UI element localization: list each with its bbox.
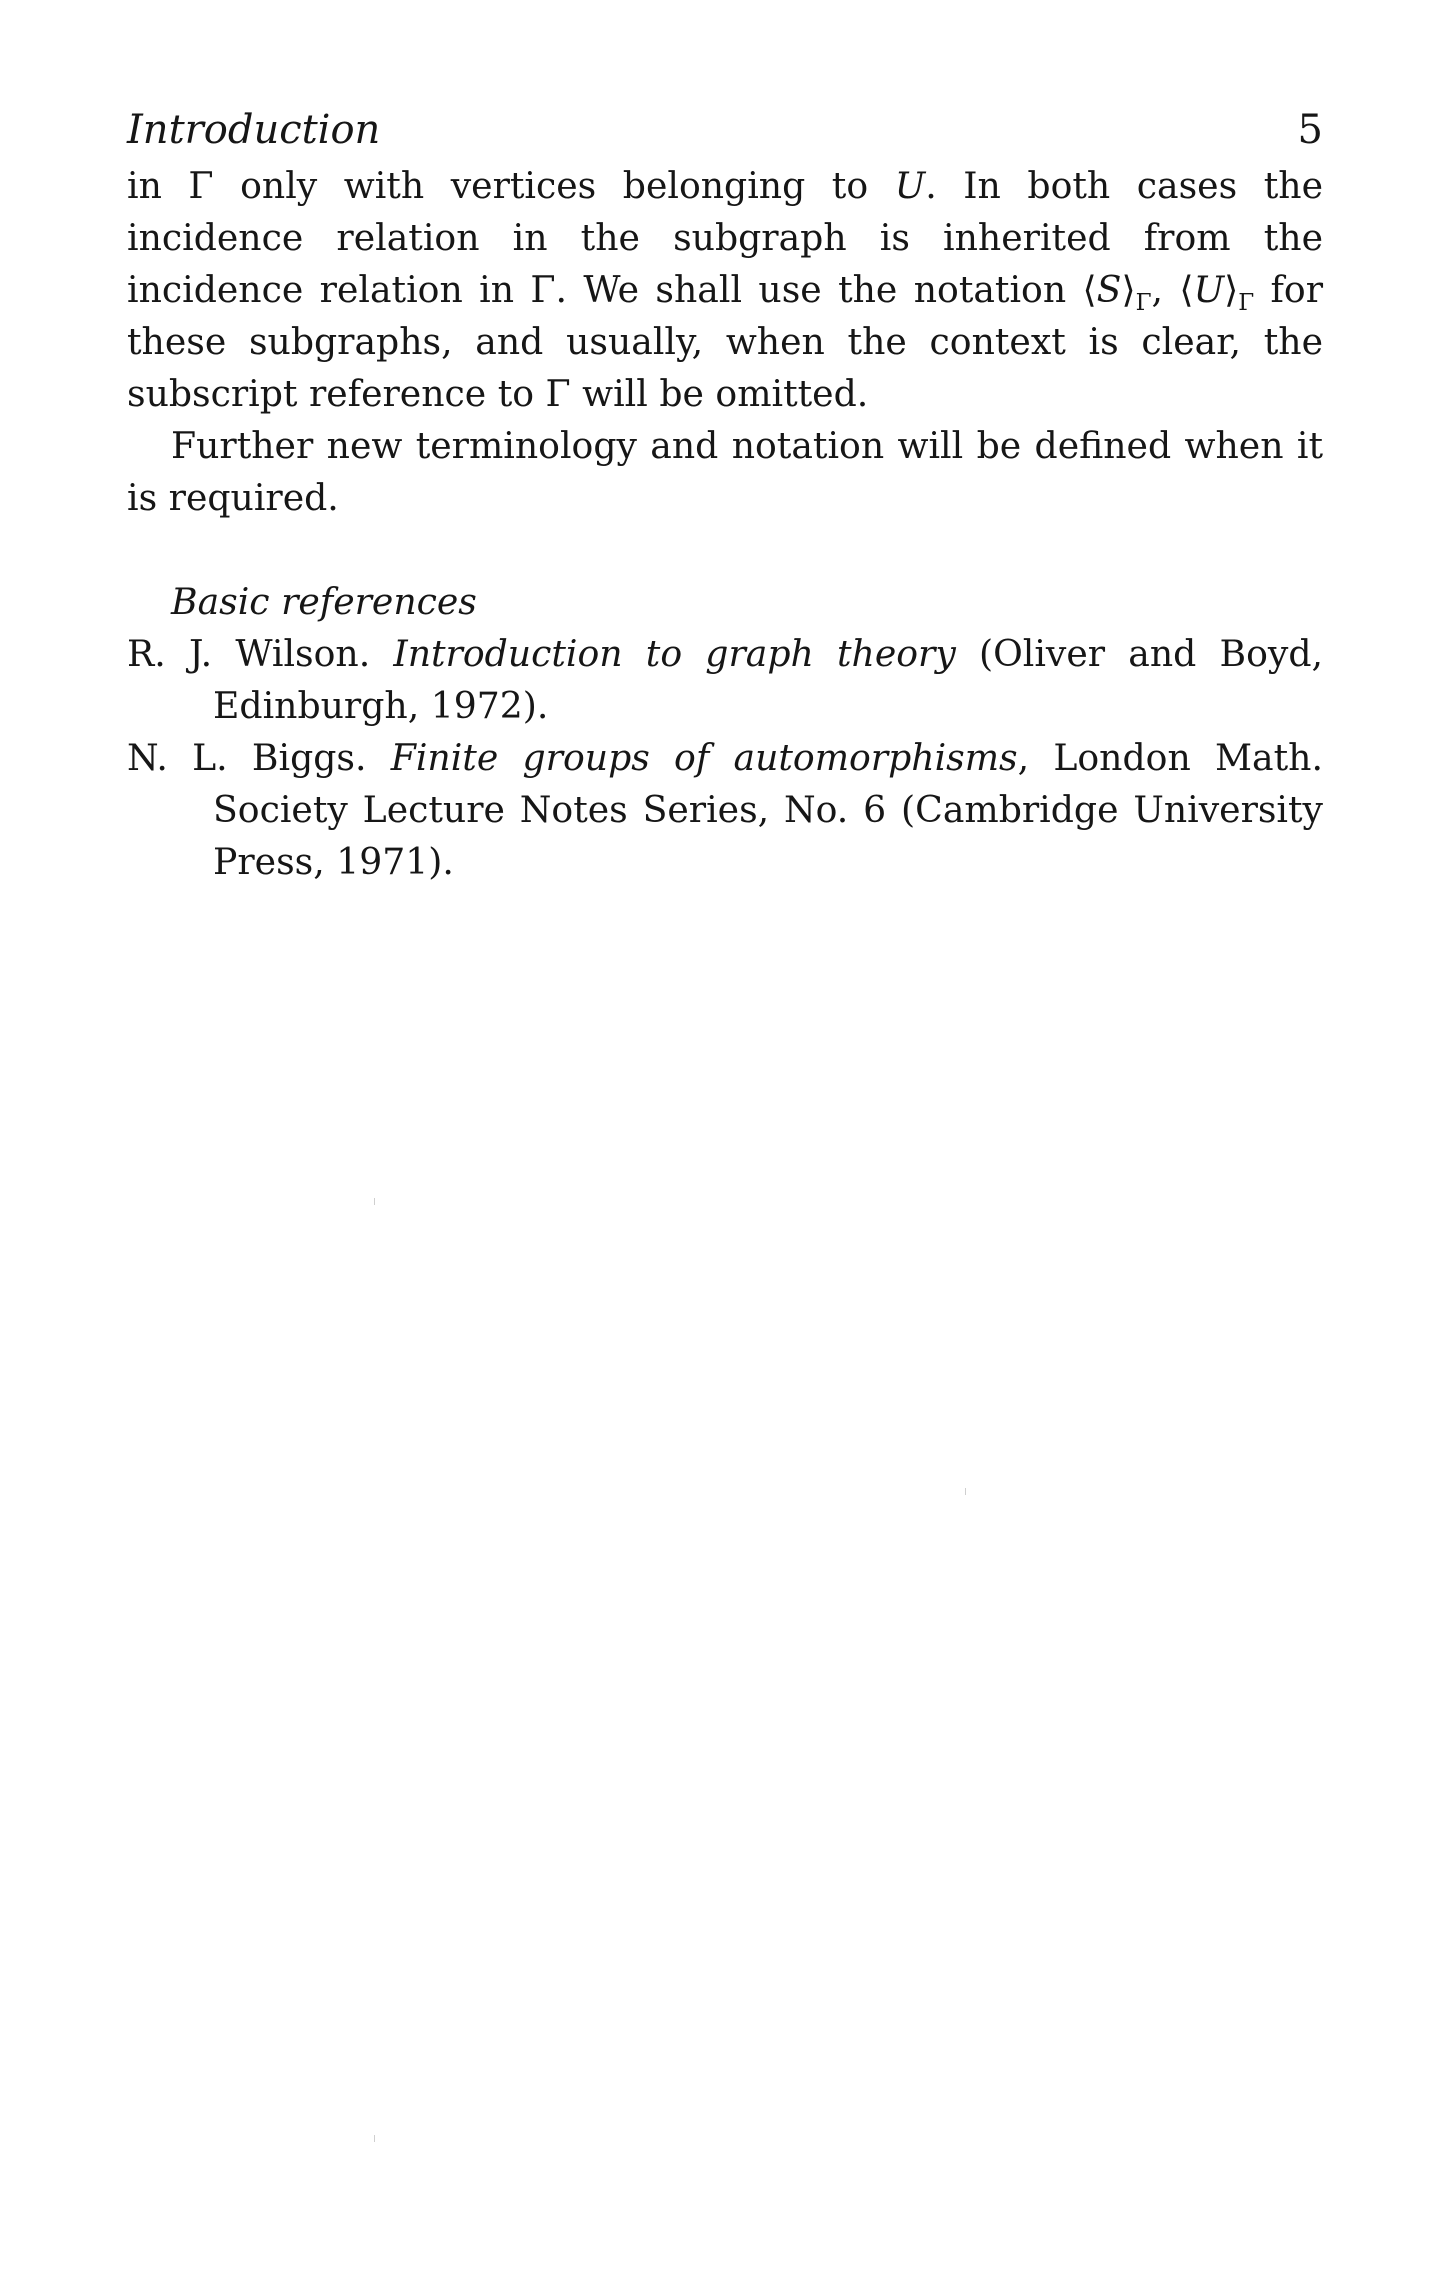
reference-item <box>127 732 1323 888</box>
scan-speck <box>374 2135 375 2142</box>
reference-authors: R. J. Wilson. <box>127 632 394 675</box>
reference-authors: N. L. Biggs. <box>127 736 391 779</box>
scan-speck <box>965 1488 966 1495</box>
scan-speck <box>374 1198 375 1205</box>
text-run: in Γ only with vertices belonging to <box>127 164 895 207</box>
paragraph-continued <box>127 160 1323 420</box>
text-run: for these subgraphs, and usually, when the context is clear, the subscript reference to Γ will be omitted. <box>127 268 1324 415</box>
page-number: 5 <box>1297 107 1323 153</box>
text-run: ⟩ <box>1121 268 1136 311</box>
references-heading: Basic references <box>171 580 477 623</box>
running-title: Introduction <box>127 107 381 153</box>
reference-details: , London Math. Society Lecture Notes Series, No. 6 (Cambridge University Press, 1971). <box>213 736 1323 883</box>
book-page <box>127 100 1323 888</box>
reference-item <box>127 628 1323 732</box>
text-run: , ⟨ <box>1151 268 1194 311</box>
math-subscript: Γ <box>1135 290 1152 316</box>
body-text <box>127 160 1323 524</box>
paragraph: Further new terminology and notation will be defined when it is required. <box>127 424 1323 519</box>
reference-list <box>127 628 1323 888</box>
reference-details: (Oliver and Boyd, Edinburgh, 1972). <box>213 632 1323 727</box>
text-run: . In both cases the incidence relation in the subgraph is inherited from the incidence relation in Γ. We shall use the notation ⟨ <box>127 164 1323 311</box>
math-symbol: U <box>1193 268 1225 311</box>
reference-title: Finite groups of automorphisms <box>390 736 1018 779</box>
text-run: ⟩ <box>1224 268 1239 311</box>
math-symbol: U <box>894 164 926 207</box>
math-subscript: Γ <box>1238 290 1255 316</box>
running-head <box>127 100 1323 160</box>
reference-title: Introduction to graph theory <box>393 632 956 675</box>
math-symbol: S <box>1096 268 1122 311</box>
